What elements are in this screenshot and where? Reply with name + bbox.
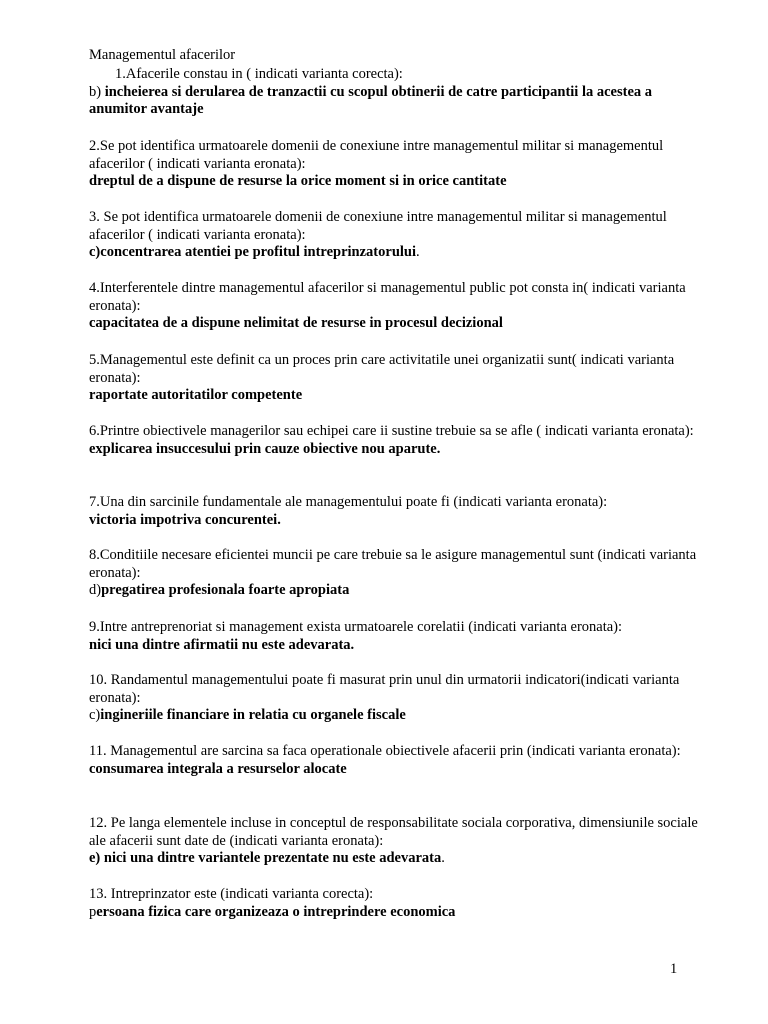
answer-prefix: b) [89,83,105,100]
answer-text [89,387,709,405]
answer-body: victoria impotriva concurentei. [89,511,281,528]
answer-body: capacitatea de a dispune nelimitat de resurse in procesul decizional [89,315,503,331]
question-block [89,619,709,654]
answer-text [89,637,709,655]
answer-body: incheierea si derularea de tranzactii cu scopul obtinerii de catre participantii la acestea a anumitor avantaje [89,83,653,117]
question-block [89,815,709,868]
question-block [89,280,709,333]
question-text: 2.Se pot identifica urmatoarele domenii de conexiune intre managementul militar si managementul afacerilor ( indicati varianta eronata): [89,138,664,172]
document-title: Managementul afacerilor [89,47,236,63]
answer-body: explicarea insuccesului prin cauze obiective nou aparute. [89,440,441,457]
answer-body: e) nici una dintre variantele prezentate nu este adevarata [89,850,442,866]
answer-text [89,904,709,922]
answer-trail: . [416,244,420,260]
question-text: 7.Una din sarcinile fundamentale ale managementului poate fi (indicati varianta eronata): [89,494,608,510]
answer-text [89,761,709,779]
answer-body: consumarea integrala a resurselor alocate [89,760,347,777]
answer-body: raportate autoritatilor competente [89,387,303,403]
answer-body: nici una dintre afirmatii nu este adevarata. [89,636,355,653]
answer-prefix: p [89,903,97,920]
answer-body: ersoana fizica care organizeaza o intreprindere economica [96,903,456,920]
question-text: 8.Conditiile necesare eficientei muncii pe care trebuie sa le asigure managementul sunt (indicati varianta eronata): [89,547,697,581]
question-block [89,494,709,529]
answer-text [89,850,709,868]
answer-text [89,441,709,459]
question-text: 5.Managementul este definit ca un proces prin care activitatile unei organizatii sunt( indicati varianta eronata): [89,352,675,386]
answer-prefix: c) [89,707,101,723]
question-text: 3. Se pot identifica urmatoarele domenii de conexiune intre managementul militar si managementul afacerilor ( indicati varianta eronata): [89,209,667,243]
answer-text [89,244,709,262]
answer-text [89,173,709,191]
page-number: 1 [670,961,678,977]
answer-text [89,707,709,725]
answer-text [89,512,709,530]
question-block [89,352,709,405]
question-block [89,138,709,191]
answer-text [89,84,709,119]
question-text: 6.Printre obiectivele managerilor sau echipei care ii sustine trebuie sa se afle ( indicati varianta eronata): [89,423,694,439]
answer-prefix: d) [89,582,102,598]
answer-trail: . [441,850,445,866]
question-block [89,743,709,778]
question-block [89,66,709,119]
question-text: 10. Randamentul managementului poate fi masurat prin unul din urmatorii indicatori(indicati varianta eronata): [89,672,680,706]
question-block [89,886,709,921]
answer-body: c)concentrarea atentiei pe profitul intreprinzatorului [89,244,417,260]
question-text: 9.Intre antreprenoriat si management exista urmatoarele corelatii (indicati varianta eronata): [89,619,623,635]
answer-body: ingineriile financiare in relatia cu organele fiscale [100,707,406,723]
question-block [89,672,709,725]
question-block [89,547,709,600]
question-text: 4.Interferentele dintre managementul afacerilor si managementul public pot consta in( indicati varianta eronata): [89,280,686,314]
question-block [89,209,709,262]
answer-text [89,315,709,333]
question-block [89,423,709,458]
question-text: 1.Afacerile constau in ( indicati varianta corecta): [115,66,403,82]
question-text: 11. Managementul are sarcina sa faca operationale obiectivele afacerii prin (indicati varianta eronata): [89,743,681,759]
question-text: 12. Pe langa elementele incluse in conceptul de responsabilitate sociala corporativa, dimensiunile sociale ale afacerii sunt date de (indicati varianta eronata): [89,815,698,849]
question-text: 13. Intreprinzator este (indicati varianta corecta): [89,886,374,902]
answer-body: pregatirea profesionala foarte apropiata [101,582,350,598]
answer-text [89,582,709,600]
answer-body: dreptul de a dispune de resurse la orice moment si in orice cantitate [89,173,507,189]
